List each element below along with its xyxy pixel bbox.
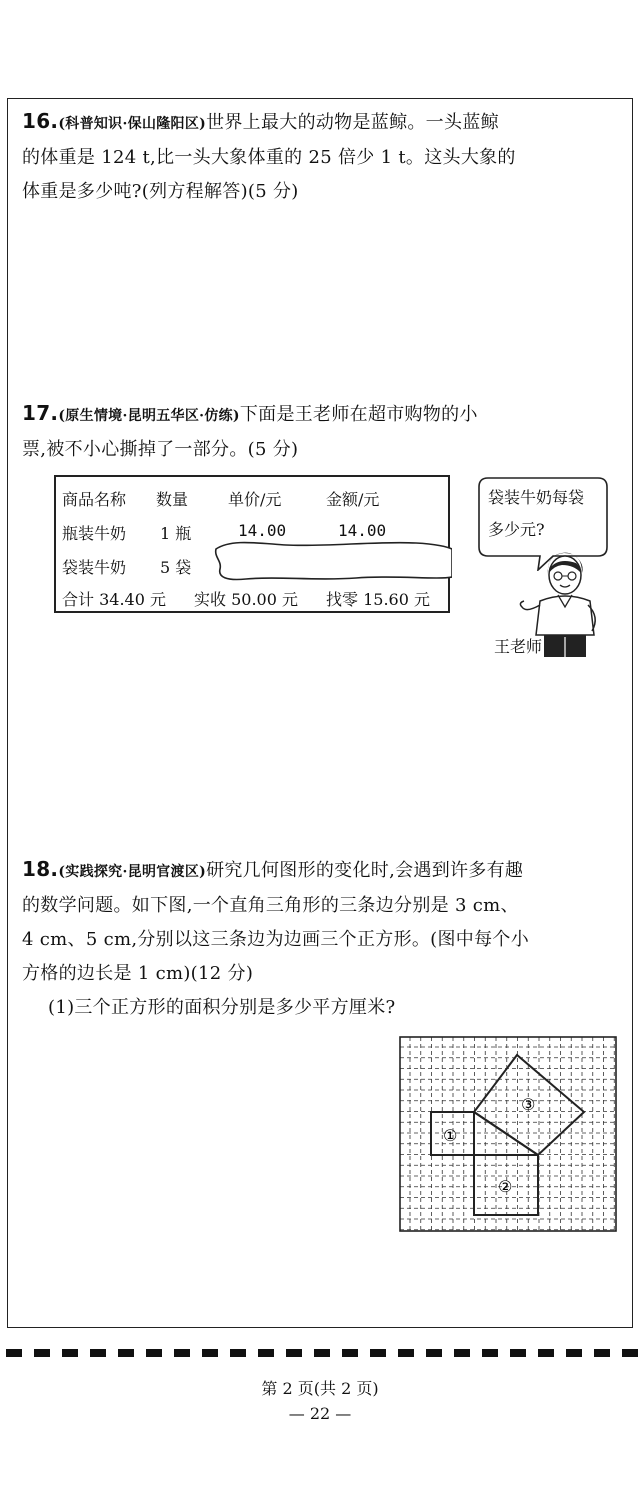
label-2: ② bbox=[498, 1177, 513, 1196]
receipt-row2-name: 袋装牛奶 bbox=[62, 558, 127, 577]
bubble-line2: 多少元? bbox=[488, 520, 545, 539]
receipt-row1-qty: 1 瓶 bbox=[160, 524, 192, 543]
q16-number: 16. bbox=[22, 109, 59, 133]
grid-figure bbox=[399, 1036, 617, 1232]
question-16 bbox=[22, 104, 622, 209]
q18-number: 18. bbox=[22, 857, 59, 881]
q18-line1 bbox=[22, 852, 622, 889]
receipt-header-name: 商品名称 bbox=[62, 490, 127, 509]
label-3: ③ bbox=[521, 1095, 536, 1114]
receipt-row1-price: 14.00 bbox=[238, 521, 287, 540]
question-17 bbox=[22, 396, 622, 467]
q17-line2: 票,被不小心撕掉了一部分。(5 分) bbox=[22, 439, 299, 460]
receipt bbox=[54, 475, 450, 613]
q16-source: (科普知识·保山隆阳区) bbox=[58, 116, 207, 132]
q16-text1: 世界上最大的动物是蓝鲸。一头蓝鲸 bbox=[206, 112, 499, 133]
bubble-line1: 袋装牛奶每袋 bbox=[488, 488, 585, 507]
receipt-header-qty: 数量 bbox=[156, 490, 189, 509]
q18-text1: 研究几何图形的变化时,会遇到许多有趣 bbox=[206, 860, 524, 881]
teacher-name: 王老师 bbox=[494, 637, 543, 656]
label-1: ① bbox=[443, 1126, 458, 1145]
page-number: — 22 — bbox=[288, 1404, 352, 1423]
q17-text1: 下面是王老师在超市购物的小 bbox=[239, 404, 478, 425]
q18-line3: 4 cm、5 cm,分别以这三条边为边画三个正方形。(图中每个小 bbox=[22, 929, 529, 950]
triangle-hypotenuse bbox=[474, 1112, 538, 1155]
receipt-row1-amount: 14.00 bbox=[338, 521, 387, 540]
receipt-header-price: 单价/元 bbox=[228, 490, 282, 509]
q18-sub1: (1)三个正方形的面积分别是多少平方厘米? bbox=[48, 997, 396, 1018]
receipt-header-amount: 金额/元 bbox=[326, 490, 380, 509]
receipt-total: 合计 34.40 元 bbox=[62, 590, 166, 609]
bubble-text bbox=[488, 482, 603, 546]
page-indicator: 第 2 页(共 2 页) bbox=[261, 1379, 379, 1398]
torn-area bbox=[56, 477, 452, 615]
cut-line bbox=[0, 1348, 640, 1358]
receipt-row2-qty: 5 袋 bbox=[160, 558, 192, 577]
q16-line3: 体重是多少吨?(列方程解答)(5 分) bbox=[22, 181, 299, 202]
q17-number: 17. bbox=[22, 401, 59, 425]
question-18 bbox=[22, 852, 622, 1025]
q16-line1 bbox=[22, 104, 622, 141]
receipt-change: 找零 15.60 元 bbox=[326, 590, 430, 609]
q17-source: (原生情境·昆明五华区·仿练) bbox=[58, 408, 240, 424]
q18-line4: 方格的边长是 1 cm)(12 分) bbox=[22, 963, 254, 984]
receipt-received: 实收 50.00 元 bbox=[194, 590, 298, 609]
q17-line1 bbox=[22, 396, 622, 433]
q18-line2: 的数学问题。如下图,一个直角三角形的三条边分别是 3 cm、 bbox=[22, 895, 519, 916]
q16-line2: 的体重是 124 t,比一头大象体重的 25 倍少 1 t。这头大象的 bbox=[22, 147, 516, 168]
q18-source: (实践探究·昆明官渡区) bbox=[58, 864, 207, 880]
receipt-row1-name: 瓶装牛奶 bbox=[62, 524, 127, 543]
geometry-grid bbox=[399, 1036, 617, 1236]
